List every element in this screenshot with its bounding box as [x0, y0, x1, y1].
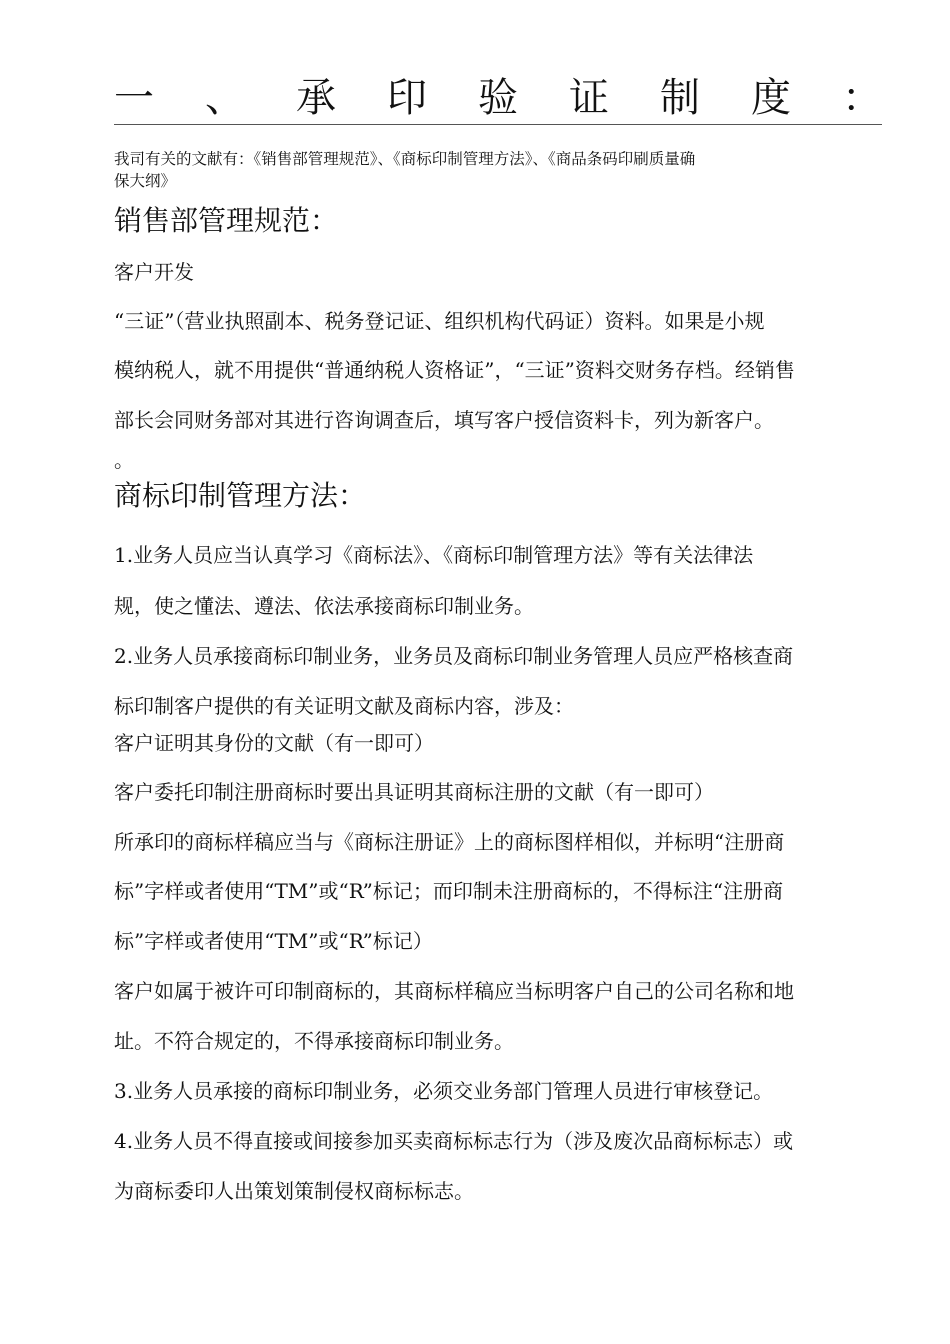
title-char: 承 — [296, 75, 336, 121]
section-heading: 商标印制管理方法： — [114, 479, 367, 512]
paragraph-line: 1.业务人员应当认真学习《商标法》、《商标印制管理方法》等有关法律法 — [114, 543, 754, 567]
paragraph-line: 2.业务人员承接商标印制业务，业务员及商标印制业务管理人员应严格核查商 — [114, 644, 794, 668]
paragraph-line: 模纳税人，就不用提供“普通纳税人资格证”，“三证”资料交财务存档。经销售 — [114, 358, 795, 382]
paragraph-line: 客户委托印制注册商标时要出具证明其商标注册的文献（有一即可） — [114, 780, 714, 804]
intro-line: 保大纲》 — [114, 172, 177, 190]
title-char: 度 — [751, 75, 791, 121]
paragraph-line: 3.业务人员承接的商标印制业务，必须交业务部门管理人员进行审核登记。 — [114, 1079, 774, 1103]
paragraph-line: 客户如属于被许可印制商标的，其商标样稿应当标明客户自己的公司名称和地 — [114, 979, 794, 1003]
paragraph-line: 部长会同财务部对其进行咨询调查后，填写客户授信资料卡，列为新客户。 — [114, 408, 774, 432]
title-char: 一 — [114, 75, 154, 121]
title-char: 、 — [205, 75, 245, 121]
paragraph-line: 所承印的商标样稿应当与《商标注册证》上的商标图样相似，并标明“注册商 — [114, 830, 785, 854]
paragraph-line: 客户证明其身份的文献（有一即可） — [114, 731, 434, 755]
paragraph-line: 标”字样或者使用“TM”或“R”标记） — [114, 929, 433, 953]
title-char: 证 — [569, 75, 609, 121]
section-subheading: 客户开发 — [114, 260, 194, 284]
paragraph-line: 标”字样或者使用“TM”或“R”标记；而印制未注册商标的，不得标注“注册商 — [114, 879, 784, 903]
page-title — [114, 72, 882, 124]
title-char: 制 — [660, 75, 700, 121]
intro-line: 我司有关的文献有：《销售部管理规范》、《商标印制管理方法》、《商品条码印刷质量确 — [114, 150, 696, 168]
paragraph-line: 规，使之懂法、遵法、依法承接商标印制业务。 — [114, 594, 534, 618]
title-char: ： — [842, 75, 882, 121]
paragraph-line: 址。不符合规定的，不得承接商标印制业务。 — [114, 1029, 514, 1053]
title-underline — [114, 124, 882, 125]
section-heading: 销售部管理规范： — [114, 204, 339, 237]
paragraph-line: “三证”（营业执照副本、税务登记证、组织机构代码证）资料。如果是小规 — [114, 309, 765, 333]
title-char: 印 — [387, 75, 427, 121]
title-char: 验 — [478, 75, 518, 121]
paragraph-line: 。 — [114, 448, 134, 472]
paragraph-line: 标印制客户提供的有关证明文献及商标内容，涉及： — [114, 694, 574, 718]
paragraph-line: 为商标委印人出策划策制侵权商标标志。 — [114, 1179, 474, 1203]
paragraph-line: 4.业务人员不得直接或间接参加买卖商标标志行为（涉及废次品商标标志）或 — [114, 1129, 794, 1153]
